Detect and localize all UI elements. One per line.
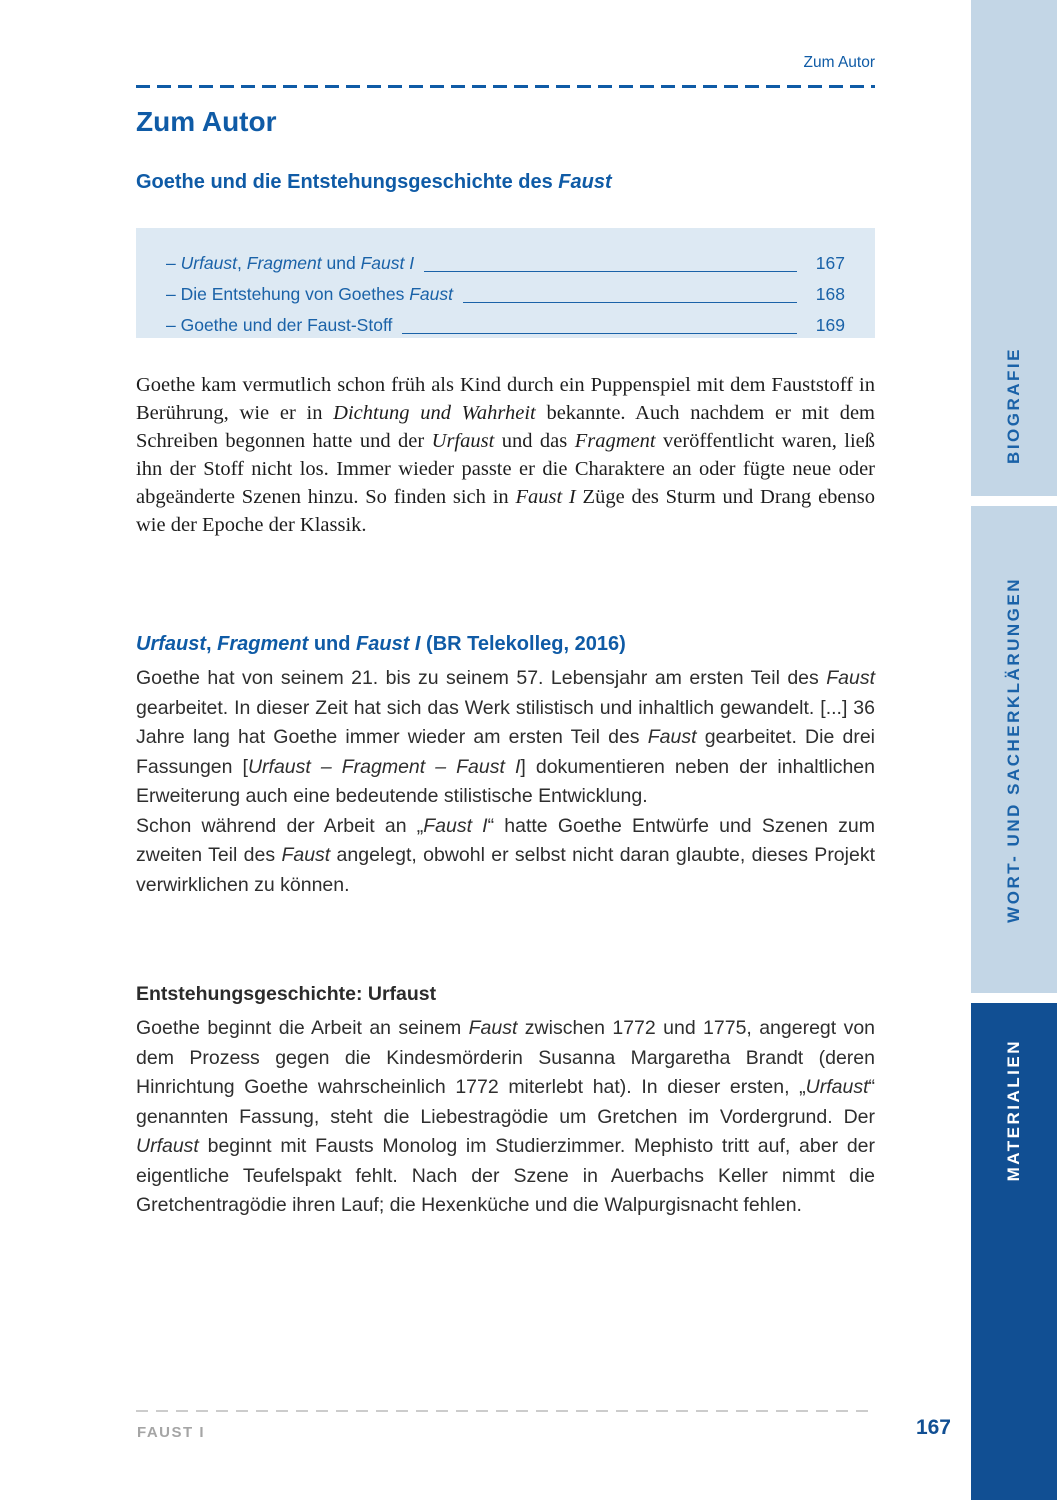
intro-paragraph-block bbox=[136, 371, 875, 539]
tab-biografie-label: BIOGRAFIE bbox=[1004, 347, 1023, 464]
footer-book-title: FAUST I bbox=[137, 1424, 206, 1441]
toc-item[interactable] bbox=[166, 279, 845, 310]
section-subtitle: Goethe und die Entstehungsgeschichte des Faust bbox=[136, 171, 612, 193]
header-dashed-rule bbox=[136, 85, 875, 88]
toc-item[interactable] bbox=[166, 248, 845, 279]
tab-materialien-label: MATERIALIEN bbox=[1004, 1039, 1023, 1182]
telekolleg-paragraph-block bbox=[136, 664, 875, 900]
footer-dashed-rule bbox=[136, 1410, 871, 1412]
toc-item-label: – Urfaust, Fragment und Faust I bbox=[166, 253, 415, 273]
toc-item-page: 167 bbox=[815, 253, 845, 273]
paragraph-urfaust: Goethe beginnt die Arbeit an seinem Faust zwischen 1772 und 1775, angeregt von dem Prozess gegen die Kindesmörderin Susanna Margaretha Brandt (deren Hinrichtung Goethe wahrscheinlich 1772 miterlebt hat). In dieser ersten, „Urfaust“ genannten Fassung, steht die Liebestragödie um Gretchen im Vordergrund. Der Urfaust beginnt mit Fausts Monolog im Studierzimmer. Mephisto tritt auf, aber der eigentliche Teufelspakt fehlt. Nach der Szene in Auerbachs Keller nimmt die Gretchentragödie ihren Lauf; die Hexenküche und die Walpurgisnacht fehlen. bbox=[136, 1017, 876, 1216]
paragraph-intro: Goethe kam vermutlich schon früh als Kind durch ein Puppenspiel mit dem Fauststoff in Berührung, wie er in Dichtung und Wahrheit bekannte. Auch nachdem er mit dem Schreiben begonnen hatte und der Urfaust und das Fragment veröffentlicht waren, ließ ihn der Stoff nicht los. Immer wieder passte er die Charaktere an oder fügte neue oder abgeänderte Szenen hinzu. So finden sich in Faust I Züge des Sturm und Drang ebenso wie der Epoche der Klassik. bbox=[136, 374, 876, 536]
toc-box bbox=[136, 228, 875, 338]
tab-biografie[interactable] bbox=[971, 0, 1057, 496]
toc-leader-line bbox=[424, 271, 797, 272]
toc-item-label: – Goethe und der Faust-Stoff bbox=[166, 315, 393, 335]
urfaust-paragraph-block bbox=[136, 1014, 875, 1221]
toc-leader-line bbox=[463, 302, 797, 303]
subsection-heading: Urfaust, Fragment und Faust I (BR Telekolleg, 2016) bbox=[136, 633, 626, 655]
toc-leader-line bbox=[402, 333, 797, 334]
toc-item-page: 168 bbox=[815, 284, 845, 304]
page-title: Zum Autor bbox=[136, 106, 277, 137]
paragraph-telekolleg-2: Schon während der Arbeit an „Faust I“ hatte Goethe Entwürfe und Szenen zum zweiten Teil des Faust angelegt, obwohl er selbst nicht daran glaubte, dieses Projekt verwirklichen zu können. bbox=[136, 814, 875, 896]
toc-item-label: – Die Entstehung von Goethes Faust bbox=[166, 284, 453, 304]
toc-item[interactable] bbox=[166, 310, 845, 341]
footer-page-number: 167 bbox=[915, 1416, 951, 1439]
tab-wort-und-sacherklaerungen-label: WORT- UND SACHERKLÄRUNGEN bbox=[1004, 576, 1023, 923]
entstehung-heading: Entstehungsgeschichte: Urfaust bbox=[136, 983, 437, 1005]
tab-materialien[interactable] bbox=[971, 1003, 1057, 1500]
tab-wort-und-sacherklaerungen[interactable] bbox=[971, 506, 1057, 993]
toc-item-page: 169 bbox=[815, 315, 845, 335]
paragraph-telekolleg-1: Goethe hat von seinem 21. bis zu seinem 57. Lebensjahr am ersten Teil des Faust gearbeitet. In dieser Zeit hat sich das Werk stilistisch und inhaltlich gewandelt. [...] 36 Jahre lang hat Goethe immer wieder am ersten Teil des Faust gearbeitet. Die drei Fassungen [Urfaust – Fragment – Faust I] dokumentieren neben der inhaltlichen Erweiterung auch eine bedeutende stilistische Entwicklung. bbox=[136, 667, 875, 807]
running-header: Zum Autor bbox=[803, 54, 875, 71]
